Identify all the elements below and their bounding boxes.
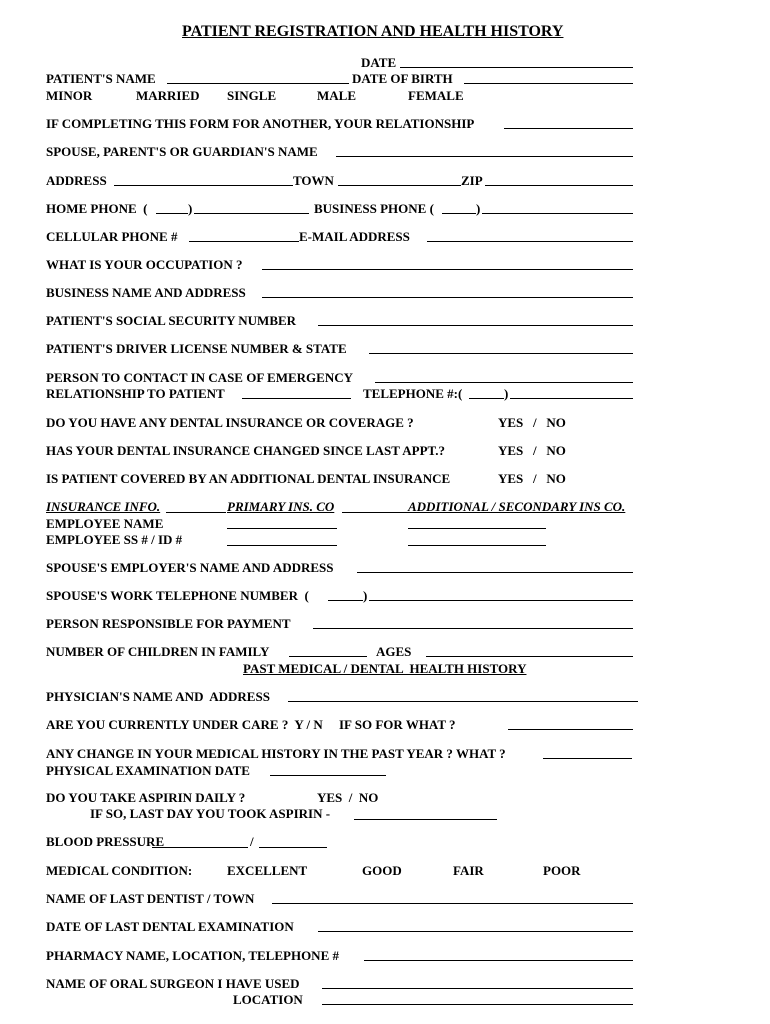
town-field[interactable] xyxy=(338,185,461,186)
primary-employee-name-field[interactable] xyxy=(227,528,337,529)
condition-poor[interactable]: POOR xyxy=(543,863,581,878)
address-field[interactable] xyxy=(114,185,293,186)
employee-ss-label: EMPLOYEE SS # / ID # xyxy=(46,532,183,547)
pharmacy-field[interactable] xyxy=(364,960,633,961)
secondary-insurance-heading: ADDITIONAL / SECONDARY INS CO. xyxy=(408,499,626,514)
business-phone-area-code-field[interactable] xyxy=(442,213,476,214)
under-care-field[interactable] xyxy=(508,729,633,730)
emergency-contact-label: PERSON TO CONTACT IN CASE OF EMERGENCY xyxy=(46,370,353,385)
last-dentist-label: NAME OF LAST DENTIST / TOWN xyxy=(46,891,255,906)
oral-surgeon-location-field[interactable] xyxy=(322,1004,633,1005)
page-title: PATIENT REGISTRATION AND HEALTH HISTORY xyxy=(182,23,564,40)
oral-surgeon-location-label: LOCATION xyxy=(233,992,303,1007)
ages-label: AGES xyxy=(376,644,412,659)
dental-insurance-yes-no[interactable]: YES / NO xyxy=(498,415,566,430)
ssn-label: PATIENT'S SOCIAL SECURITY NUMBER xyxy=(46,313,297,328)
occupation-field[interactable] xyxy=(262,269,633,270)
spouse-work-phone-field[interactable] xyxy=(369,600,633,601)
physician-label: PHYSICIAN'S NAME AND ADDRESS xyxy=(46,689,270,704)
physician-field[interactable] xyxy=(288,701,638,702)
business-name-label: BUSINESS NAME AND ADDRESS xyxy=(46,285,246,300)
aspirin-last-day-field[interactable] xyxy=(354,819,497,820)
home-phone-area-code-field[interactable] xyxy=(156,213,188,214)
business-phone-paren: ) xyxy=(476,201,481,216)
condition-fair[interactable]: FAIR xyxy=(453,863,484,878)
option-male[interactable]: MALE xyxy=(317,88,356,103)
ages-field[interactable] xyxy=(426,656,633,657)
date-of-birth-label: DATE OF BIRTH xyxy=(352,71,453,86)
insurance-changed-question: HAS YOUR DENTAL INSURANCE CHANGED SINCE LAST APPT.? xyxy=(46,443,445,458)
insurance-heading-rule xyxy=(166,512,226,513)
town-label: TOWN xyxy=(293,173,334,188)
relationship-to-patient-label: RELATIONSHIP TO PATIENT xyxy=(46,386,225,401)
relationship-label: IF COMPLETING THIS FORM FOR ANOTHER, YOUR RELATIONSHIP xyxy=(46,116,475,131)
history-change-label: ANY CHANGE IN YOUR MEDICAL HISTORY IN THE PAST YEAR ? WHAT ? xyxy=(46,746,506,761)
additional-insurance-question: IS PATIENT COVERED BY AN ADDITIONAL DENTAL INSURANCE xyxy=(46,471,451,486)
physical-exam-field[interactable] xyxy=(270,775,386,776)
additional-insurance-yes-no[interactable]: YES / NO xyxy=(498,471,566,486)
email-label: E-MAIL ADDRESS xyxy=(299,229,410,244)
insurance-heading-rule-2 xyxy=(342,512,408,513)
under-care-label: ARE YOU CURRENTLY UNDER CARE ? Y / N IF SO FOR WHAT ? xyxy=(46,717,456,732)
emergency-contact-field[interactable] xyxy=(375,382,633,383)
oral-surgeon-field[interactable] xyxy=(322,988,633,989)
condition-good[interactable]: GOOD xyxy=(362,863,402,878)
blood-pressure-diastolic-field[interactable] xyxy=(259,847,327,848)
home-phone-paren: ) xyxy=(188,201,193,216)
cellular-phone-label: CELLULAR PHONE # xyxy=(46,229,178,244)
option-married[interactable]: MARRIED xyxy=(136,88,200,103)
guardian-name-label: SPOUSE, PARENT'S OR GUARDIAN'S NAME xyxy=(46,144,318,159)
spouse-work-area-code-field[interactable] xyxy=(328,600,363,601)
blood-pressure-label: BLOOD PRESSURE xyxy=(46,834,165,849)
oral-surgeon-label: NAME OF ORAL SURGEON I HAVE USED xyxy=(46,976,300,991)
occupation-label: WHAT IS YOUR OCCUPATION ? xyxy=(46,257,243,272)
last-dentist-field[interactable] xyxy=(272,903,633,904)
condition-excellent[interactable]: EXCELLENT xyxy=(227,863,308,878)
emergency-telephone-paren: ) xyxy=(504,386,509,401)
pharmacy-label: PHARMACY NAME, LOCATION, TELEPHONE # xyxy=(46,948,339,963)
dental-insurance-question: DO YOU HAVE ANY DENTAL INSURANCE OR COVERAGE ? xyxy=(46,415,414,430)
spouse-work-phone-paren: ) xyxy=(363,588,368,603)
secondary-employee-name-field[interactable] xyxy=(408,528,546,529)
insurance-info-heading: INSURANCE INFO. xyxy=(46,499,161,514)
emergency-area-code-field[interactable] xyxy=(469,398,504,399)
last-exam-field[interactable] xyxy=(318,931,633,932)
patient-name-field[interactable] xyxy=(167,83,349,84)
relationship-field[interactable] xyxy=(504,128,633,129)
email-field[interactable] xyxy=(427,241,633,242)
business-name-field[interactable] xyxy=(262,297,633,298)
emergency-telephone-label: TELEPHONE #:( xyxy=(363,386,463,401)
blood-pressure-slash: / xyxy=(250,834,254,849)
guardian-name-field[interactable] xyxy=(336,156,633,157)
insurance-changed-yes-no[interactable]: YES / NO xyxy=(498,443,566,458)
secondary-employee-ss-field[interactable] xyxy=(408,545,546,546)
business-phone-label: BUSINESS PHONE ( xyxy=(314,201,434,216)
spouse-work-phone-label: SPOUSE'S WORK TELEPHONE NUMBER ( xyxy=(46,588,309,603)
zip-field[interactable] xyxy=(485,185,633,186)
home-phone-label: HOME PHONE ( xyxy=(46,201,148,216)
zip-label: ZIP xyxy=(461,173,483,188)
responsible-payment-field[interactable] xyxy=(313,628,633,629)
address-label: ADDRESS xyxy=(46,173,107,188)
business-phone-field[interactable] xyxy=(482,213,633,214)
medical-condition-label: MEDICAL CONDITION: xyxy=(46,863,193,878)
drivers-license-label: PATIENT'S DRIVER LICENSE NUMBER & STATE xyxy=(46,341,347,356)
patient-name-label: PATIENT'S NAME xyxy=(46,71,156,86)
last-exam-label: DATE OF LAST DENTAL EXAMINATION xyxy=(46,919,294,934)
aspirin-last-day-label: IF SO, LAST DAY YOU TOOK ASPIRIN - xyxy=(90,806,331,821)
option-single[interactable]: SINGLE xyxy=(227,88,277,103)
drivers-license-field[interactable] xyxy=(369,353,633,354)
past-history-heading: PAST MEDICAL / DENTAL HEALTH HISTORY xyxy=(243,661,527,676)
employee-name-label: EMPLOYEE NAME xyxy=(46,516,164,531)
primary-employee-ss-field[interactable] xyxy=(227,545,337,546)
history-change-field[interactable] xyxy=(543,758,632,759)
home-phone-field[interactable] xyxy=(194,213,309,214)
ssn-field[interactable] xyxy=(318,325,633,326)
aspirin-label: DO YOU TAKE ASPIRIN DAILY ? xyxy=(46,790,246,805)
spouse-employer-field[interactable] xyxy=(357,572,633,573)
number-children-label: NUMBER OF CHILDREN IN FAMILY xyxy=(46,644,270,659)
responsible-payment-label: PERSON RESPONSIBLE FOR PAYMENT xyxy=(46,616,291,631)
relationship-to-patient-field[interactable] xyxy=(242,398,351,399)
cellular-phone-field[interactable] xyxy=(189,241,299,242)
date-of-birth-field[interactable] xyxy=(464,83,633,84)
spouse-employer-label: SPOUSE'S EMPLOYER'S NAME AND ADDRESS xyxy=(46,560,334,575)
date-label: DATE xyxy=(361,55,397,70)
emergency-telephone-field[interactable] xyxy=(510,398,633,399)
option-minor[interactable]: MINOR xyxy=(46,88,93,103)
blood-pressure-systolic-field[interactable] xyxy=(152,847,248,848)
number-children-field[interactable] xyxy=(289,656,367,657)
date-field[interactable] xyxy=(400,67,633,68)
aspirin-yes-no[interactable]: YES / NO xyxy=(317,790,379,805)
option-female[interactable]: FEMALE xyxy=(408,88,464,103)
physical-exam-label: PHYSICAL EXAMINATION DATE xyxy=(46,763,250,778)
primary-insurance-heading: PRIMARY INS. CO xyxy=(227,499,335,514)
